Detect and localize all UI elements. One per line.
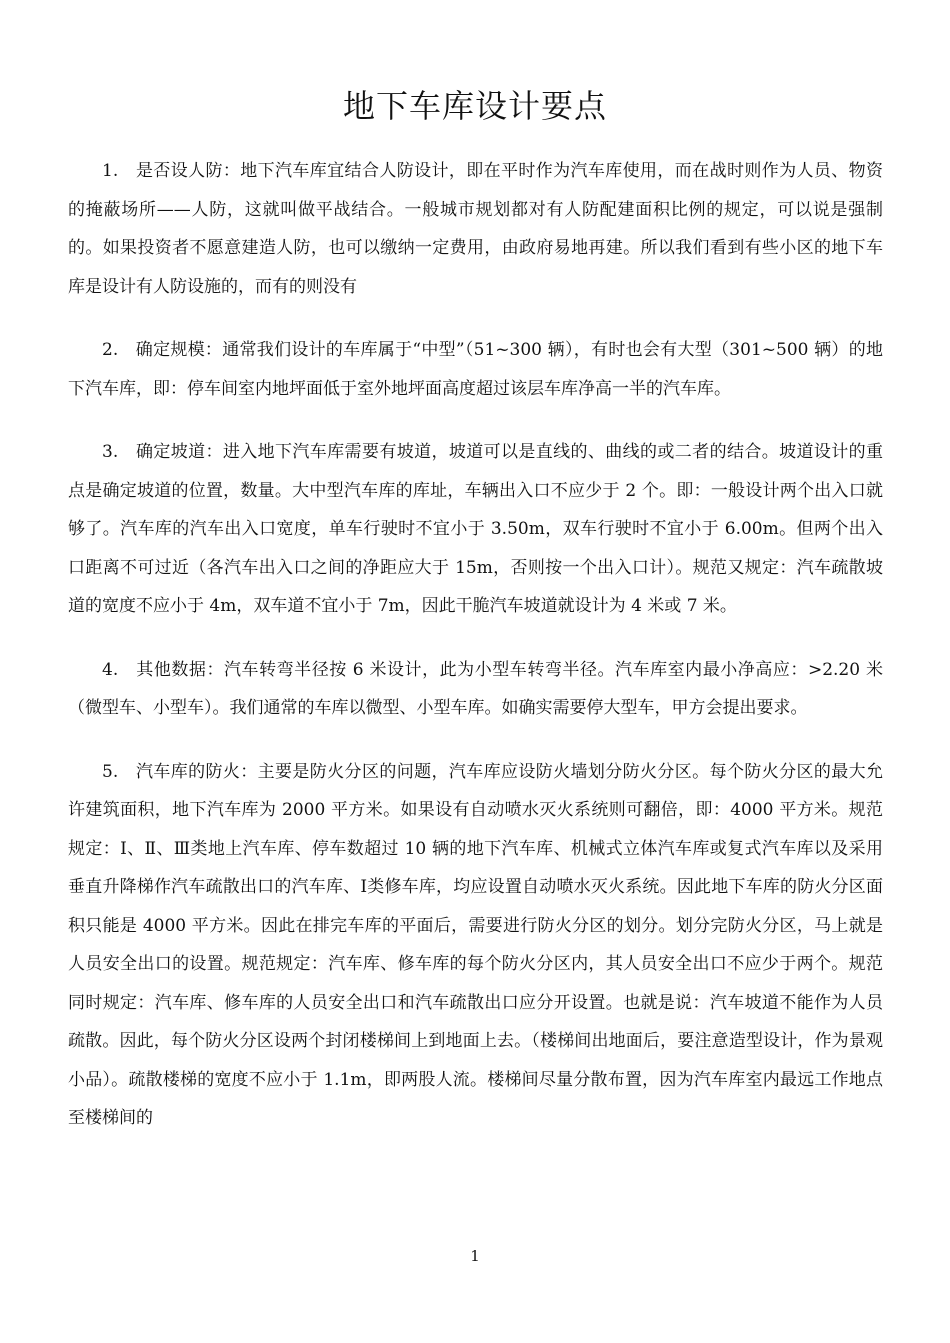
paragraph-scale: 2. 确定规模：通常我们设计的车库属于“中型”（51~300 辆），有时也会有大型（301~500 辆）的地下汽车库，即：停车间室内地坪面低于室外地坪面高度超过该层车库净高一半的汽车库。 [68,340,883,399]
paragraph-ramp: 3. 确定坡道：进入地下汽车库需要有坡道，坡道可以是直线的、曲线的或二者的结合。坡道设计的重点是确定坡道的位置，数量。大中型汽车库的库址，车辆出入口不应少于 2 个。即：一般设计两个出入口就够了。汽车库的汽车出入口宽度，单车行驶时不宜小于 3.50m，双车行驶时不宜小于 6.00m。但两个出入口距离不可过近（各汽车出入口之间的净距应大于 15m，否则按一个出入口计）。规范又规定：汽车疏散坡道的宽度不应小于 4m，双车道不宜小于 7m，因此干脆汽车坡道就设计为 4 米或 7 米。 [68,442,883,616]
page-number: 1 [470,1247,480,1265]
document-body [68,152,883,1163]
paragraph-civil-defense: 1. 是否设人防：地下汽车库宜结合人防设计，即在平时作为汽车库使用，而在战时则作为人员、物资的掩蔽场所——人防，这就叫做平战结合。一般城市规划都对有人防配建面积比例的规定，可以说是强制的。如果投资者不愿意建造人防，也可以缴纳一定费用，由政府易地再建。所以我们看到有些小区的地下车库是设计有人防设施的，而有的则没有 [68,161,883,297]
paragraph-other-data: 4. 其他数据：汽车转弯半径按 6 米设计，此为小型车转弯半径。汽车库室内最小净高应：>2.20 米（微型车、小型车）。我们通常的车库以微型、小型车库。如确实需要停大型车，甲方会提出要求。 [68,659,883,718]
document-title: 地下车库设计要点 [342,87,607,125]
paragraph-fire-protection: 5. 汽车库的防火：主要是防火分区的问题，汽车库应设防火墙划分防火分区。每个防火分区的最大允许建筑面积，地下汽车库为 2000 平方米。如果设有自动喷水灭火系统则可翻倍，即：4000 平方米。规范规定：Ⅰ、Ⅱ、Ⅲ类地上汽车库、停车数超过 10 辆的地下汽车库、机械式立体汽车库或复式汽车库以及采用垂直升降梯作汽车疏散出口的汽车库、Ⅰ类修车库，均应设置自动喷水灭火系统。因此地下车库的防火分区面积只能是 4000 平方米。因此在排完车库的平面后，需要进行防火分区的划分。划分完防火分区，马上就是人员安全出口的设置。规范规定：汽车库、修车库的每个防火分区内，其人员安全出口不应少于两个。规范同时规定：汽车库、修车库的人员安全出口和汽车疏散出口应分开设置。也就是说：汽车坡道不能作为人员疏散。因此，每个防火分区设两个封闭楼梯间上到地面上去。（楼梯间出地面后，要注意造型设计，作为景观小品）。疏散楼梯的宽度不应小于 1.1m，即两股人流。楼梯间尽量分散布置，因为汽车库室内最远工作地点至楼梯间的 [68,761,883,1128]
